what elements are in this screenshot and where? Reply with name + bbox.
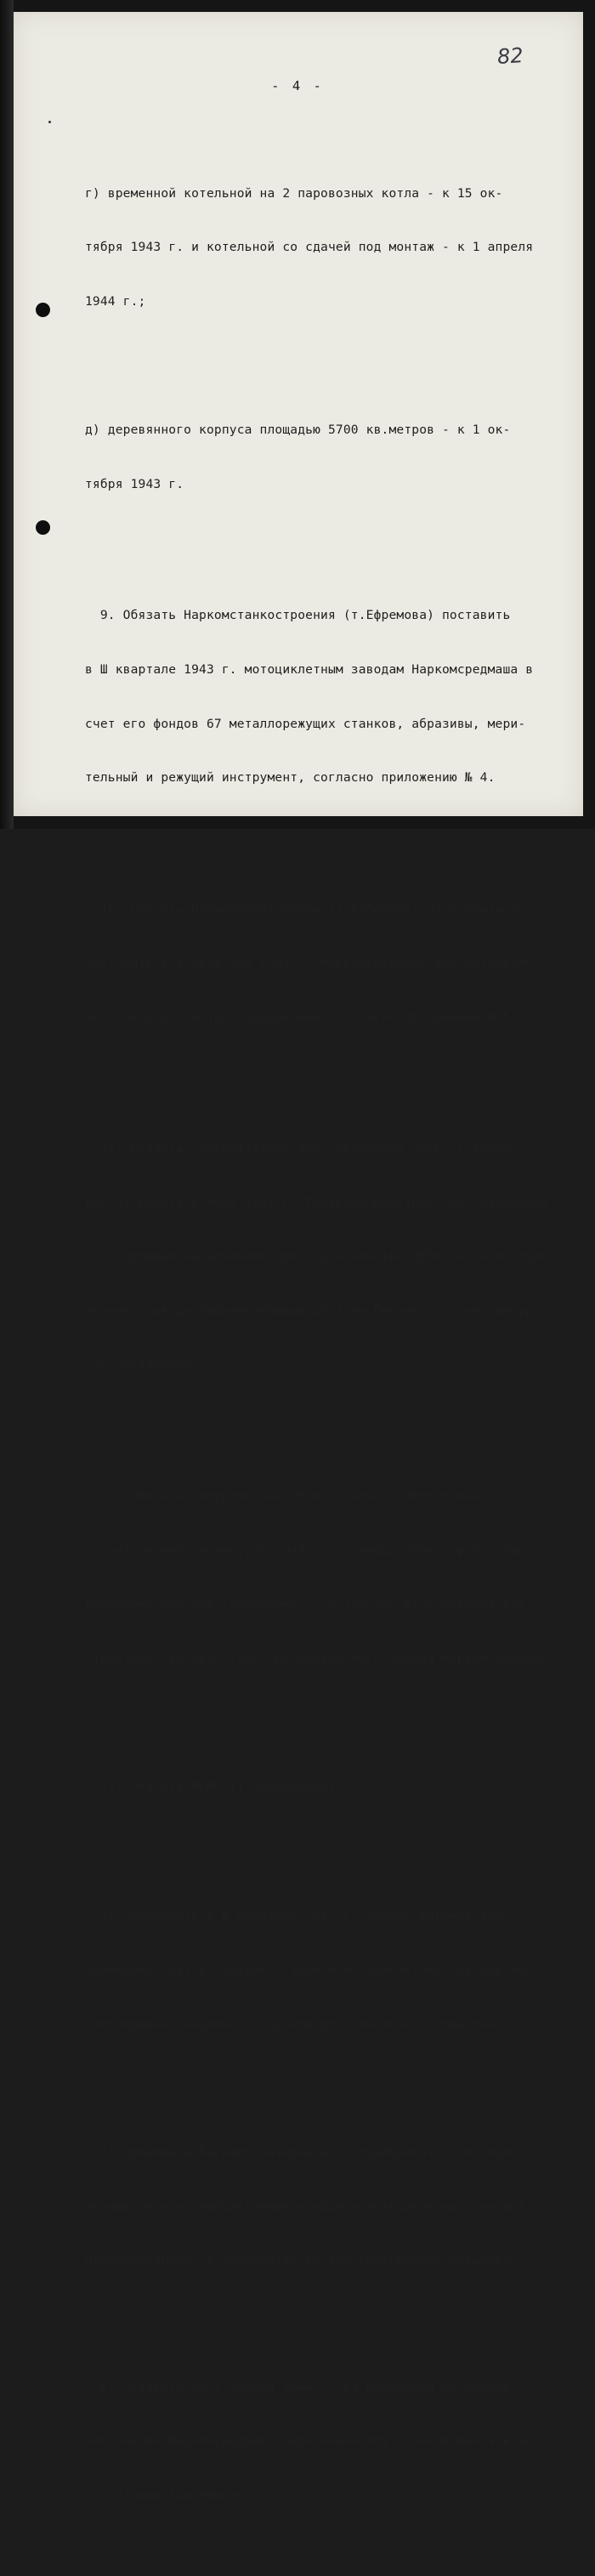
text-line: сов поставщика.	[85, 1357, 200, 1372]
binding-edge	[0, 0, 14, 829]
text-line: тября 1943 г.	[85, 477, 184, 491]
paragraph-13b	[85, 2108, 561, 2306]
text-line: СССР целевым назначением для строительства Ирбитского мотоцик-	[85, 1249, 557, 1264]
text-line: б) принимать багажом материалы, полуфабрикаты и мотоцик-	[85, 2145, 526, 2160]
text-line: летные детали, направляемые в адреса мотоциклетных заводов	[85, 2199, 526, 2214]
text-line: 12. Обязать Свердловский облисполком (т.Недосекина) от-	[85, 1488, 518, 1503]
text-line: г) временной котельной на 2 паровозных котла - к 15 ок-	[85, 185, 503, 201]
text-line: тельный и режущий инструмент, согласно приложению № 4.	[85, 770, 496, 786]
text-line: Наркомсредмаша, в количестве до 250 килограммов ежедневно;	[85, 2253, 526, 2268]
text-line: сплоатации три паровоза.	[85, 2487, 268, 2502]
paragraph-13v	[85, 2341, 561, 2539]
text-line: перевозки грузов, идущих в адреса мотоциклетных заводов Нар-	[85, 1962, 541, 1977]
document-body	[85, 112, 561, 2576]
text-line: д) деревянного корпуса площадью 5700 кв.метров - к 1 ок-	[85, 423, 511, 438]
paragraph-g	[85, 148, 561, 346]
text-line: строительства Ирбитского мотоциклетного завода Наркомсредмаша.	[85, 1650, 557, 1665]
text-line: летного завода Наркомсредмаша 20 тонн бензина за счет ресур-	[85, 1302, 541, 1318]
ink-dot	[48, 121, 51, 123]
paragraph-11	[85, 1104, 561, 1410]
text-line: 11. Обязать Главнефтеснаб при Совнаркоме СССР (т.Широко-	[85, 1141, 526, 1156]
text-line: грузить в июле и августе 1943 г. с завода "Новострой" Глав-	[85, 1542, 534, 1558]
text-line: ном заводе Наркомсредмаша выделенные ему и находящиеся в эк-	[85, 2433, 541, 2448]
text-line: в Ш квартале 1943 г. мотоциклетным заводам Наркомсредмаша в	[85, 662, 534, 677]
punch-hole	[36, 520, 50, 535]
text-line: 1944 г.;	[85, 294, 146, 309]
text-line: а) обеспечить в Ш квартале 1943 г. подачу вагонов для	[85, 1908, 503, 1923]
text-line: 9. Обязать Наркомстанкостроения (т.Ефремова) поставить	[85, 608, 511, 623]
text-line: ва) отгрузить в июле 1943 г. Главвоенпромстрою при Совнаркоме	[85, 1194, 549, 1210]
paragraph-12	[85, 1451, 561, 1704]
text-line: комсредмаша, наравне с грузами для танковой промышленности;	[85, 2016, 534, 2031]
punch-hole	[36, 303, 50, 317]
text-line: поставить в Ш квартале 1943 г. Наркомсредмашу для мотоциклет-	[85, 956, 549, 971]
paragraph-13a	[85, 1870, 561, 2068]
paragraph-10	[85, 864, 561, 1062]
text-line: 13. Обязать НКПС (т.Кагановича):	[85, 1779, 343, 1795]
page-number: - 4 -	[271, 78, 324, 94]
text-line: в) оставить до 1 апреля 1944 г. на Ирбитском мотоциклет-	[85, 2379, 526, 2394]
paragraph-9	[85, 570, 561, 823]
text-line: ных заводов электрооборудование, согласно приложению № 5.	[85, 1009, 518, 1024]
folio-number: 82	[496, 43, 524, 70]
paragraph-d	[85, 385, 561, 530]
text-line: военпромстрою при Совнаркоме СССР 150 тыс.штук кирпича для	[85, 1597, 526, 1612]
paragraph-13	[85, 1742, 561, 1832]
text-line: счет его фондов 67 металлорежущих станков, абразивы, мери-	[85, 716, 526, 731]
text-line: 10. Обязать Наркомэлектропром (т.Кабанова) изготовить и	[85, 901, 518, 916]
text-line: тября 1943 г. и котельной со сдачей под монтаж - к 1 апреля	[85, 240, 534, 255]
